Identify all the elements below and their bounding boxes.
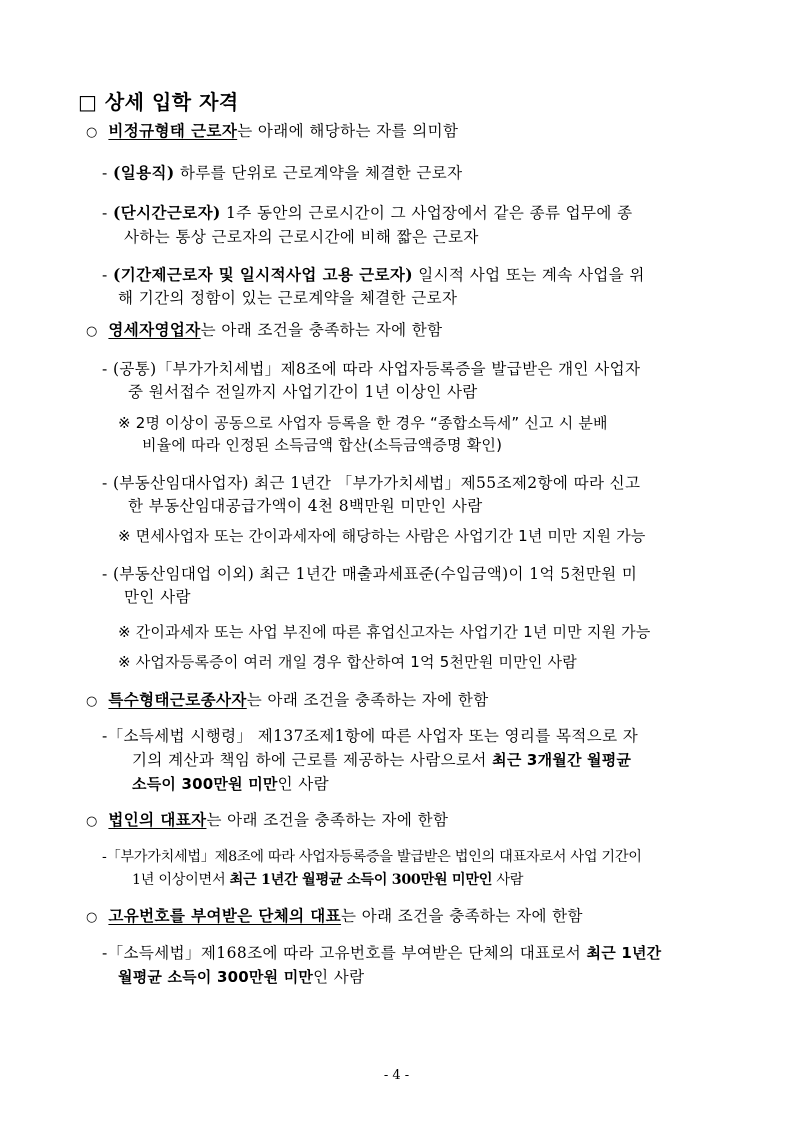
item-text: 1년 이상이면서: [132, 872, 230, 888]
item-organization-line2: [118, 967, 365, 987]
heading-rest: 는 아래 조건을 충족하는 자에 한함: [341, 907, 583, 925]
item-corporate-line1: -「부가가치세법」제8조에 따라 사업자등록증을 발급받은 법인의 대표자로서 사업 기간이: [102, 849, 642, 865]
item-fixedterm-worker: - (기간제근로자 및 일시적사업 고용 근로자) 일시적 사업 또는 계속 사업을 위: [102, 265, 645, 284]
section-selfemployed-heading: [86, 320, 443, 342]
item-daily-worker: - (일용직) 하루를 단위로 근로계약을 체결한 근로자: [102, 163, 463, 182]
item-label: (일용직): [112, 163, 175, 182]
bullet-circle: ○: [86, 814, 98, 829]
item-common: - (공통)「부가가치세법」제8조에 따라 사업자등록증을 발급받은 개인 사업자: [102, 360, 641, 378]
heading-rest: 는 아래 조건을 충족하는 자에 한함: [246, 691, 489, 709]
item-text: 인 사람: [313, 968, 365, 986]
emphasis-income-condition: 최근 3개월간 월평균: [492, 751, 632, 769]
item-label: (단시간근로자): [112, 203, 221, 222]
item-organization-line1: [102, 943, 661, 963]
bullet-circle: ○: [86, 324, 98, 339]
item-text: 인 사람: [277, 775, 330, 793]
item-text: -「소득세법」제168조에 따라 고유번호를 부여받은 단체의 대표로서: [102, 944, 587, 962]
section-organization-heading: [86, 906, 583, 928]
emphasis-income-condition: 최근 1년간: [586, 944, 662, 962]
bullet-circle: ○: [86, 125, 98, 140]
note-multiple-registrations: ※ 사업자등록증이 여러 개일 경우 합산하여 1억 5천만원 미만인 사람: [118, 653, 577, 671]
section-irregular-heading: [86, 121, 458, 143]
page-number: - 4 -: [383, 1068, 410, 1083]
term-selfemployed: 영세자영업자: [108, 320, 201, 339]
item-text: 일시적 사업 또는 계속 사업을 위: [412, 266, 645, 284]
item-special-line3: [132, 774, 329, 794]
section-special-heading: [86, 690, 489, 712]
note-taxfree-simplified: ※ 면세사업자 또는 간이과세자에 해당하는 사람은 사업기간 1년 미만 지원 가능: [118, 527, 646, 545]
bullet-circle: ○: [86, 910, 98, 925]
item-other-business-cont: 만인 사람: [124, 588, 191, 606]
item-corporate-line2: [132, 870, 523, 890]
note-suspended-business: ※ 간이과세자 또는 사업 부진에 따른 휴업신고자는 사업기간 1년 미만 지원 가능: [118, 623, 651, 641]
emphasis-income-condition: 소득이 300만원 미만: [132, 775, 278, 793]
page-title: □ 상세 입학 자격: [78, 90, 239, 114]
term-corporate-rep: 법인의 대표자: [108, 810, 207, 829]
item-text: 사람: [492, 872, 524, 888]
heading-rest: 는 아래에 해당하는 자를 의미함: [237, 122, 459, 140]
emphasis-income-condition: 월평균 소득이 300만원 미만: [118, 968, 314, 986]
emphasis-income-condition: 최근 1년간 월평균 소득이 300만원 미만인: [229, 872, 493, 888]
bullet-circle: ○: [86, 694, 98, 709]
heading-rest: 는 아래 조건을 충족하는 자에 한함: [206, 811, 449, 829]
note-joint-registration: ※ 2명 이상이 공동으로 사업자 등록을 한 경우 “종합소득세” 신고 시 분배: [118, 414, 608, 432]
item-text: 1주 동안의 근로시간이 그 사업장에서 같은 종류 업무에 종: [220, 204, 633, 222]
term-irregular-worker: 비정규형태 근로자: [108, 121, 238, 140]
item-common-cont: 중 원서접수 전일까지 사업기간이 1년 이상인 사람: [128, 383, 478, 401]
item-parttime-worker: - (단시간근로자) 1주 동안의 근로시간이 그 사업장에서 같은 종류 업무에 종: [102, 203, 633, 222]
term-special-worker: 특수형태근로종사자: [108, 690, 247, 709]
item-real-estate-lessor: - (부동산임대사업자) 최근 1년간 「부가가치세법」제55조제2항에 따라 신고: [102, 474, 641, 492]
note-joint-registration-cont: 비율에 따라 인정된 소득금액 합산(소득금액증명 확인): [142, 436, 503, 454]
item-text: 기의 계산과 책임 하에 근로를 제공하는 사람으로서: [132, 751, 493, 769]
item-text: 하루를 단위로 근로계약을 체결한 근로자: [174, 164, 463, 182]
heading-rest: 는 아래 조건을 충족하는 자에 한함: [200, 321, 443, 339]
item-other-business: - (부동산임대업 이외) 최근 1년간 매출과세표준(수입금액)이 1억 5천만원 미: [102, 565, 638, 583]
item-special-line1: -「소득세법 시행령」 제137조제1항에 따른 사업자 또는 영리를 목적으로 자: [102, 727, 639, 745]
item-parttime-worker-cont: 사하는 통상 근로자의 근로시간에 비해 짧은 근로자: [124, 228, 479, 246]
term-organization-rep: 고유번호를 부여받은 단체의 대표: [108, 906, 342, 925]
item-fixedterm-worker-cont: 해 기간의 정함이 있는 근로계약을 체결한 근로자: [118, 289, 458, 307]
item-special-line2: [132, 750, 631, 770]
section-corporate-heading: [86, 810, 448, 832]
item-real-estate-lessor-cont: 한 부동산임대공급가액이 4천 8백만원 미만인 사람: [128, 497, 483, 515]
item-label: (기간제근로자 및 일시적사업 고용 근로자): [112, 265, 413, 284]
